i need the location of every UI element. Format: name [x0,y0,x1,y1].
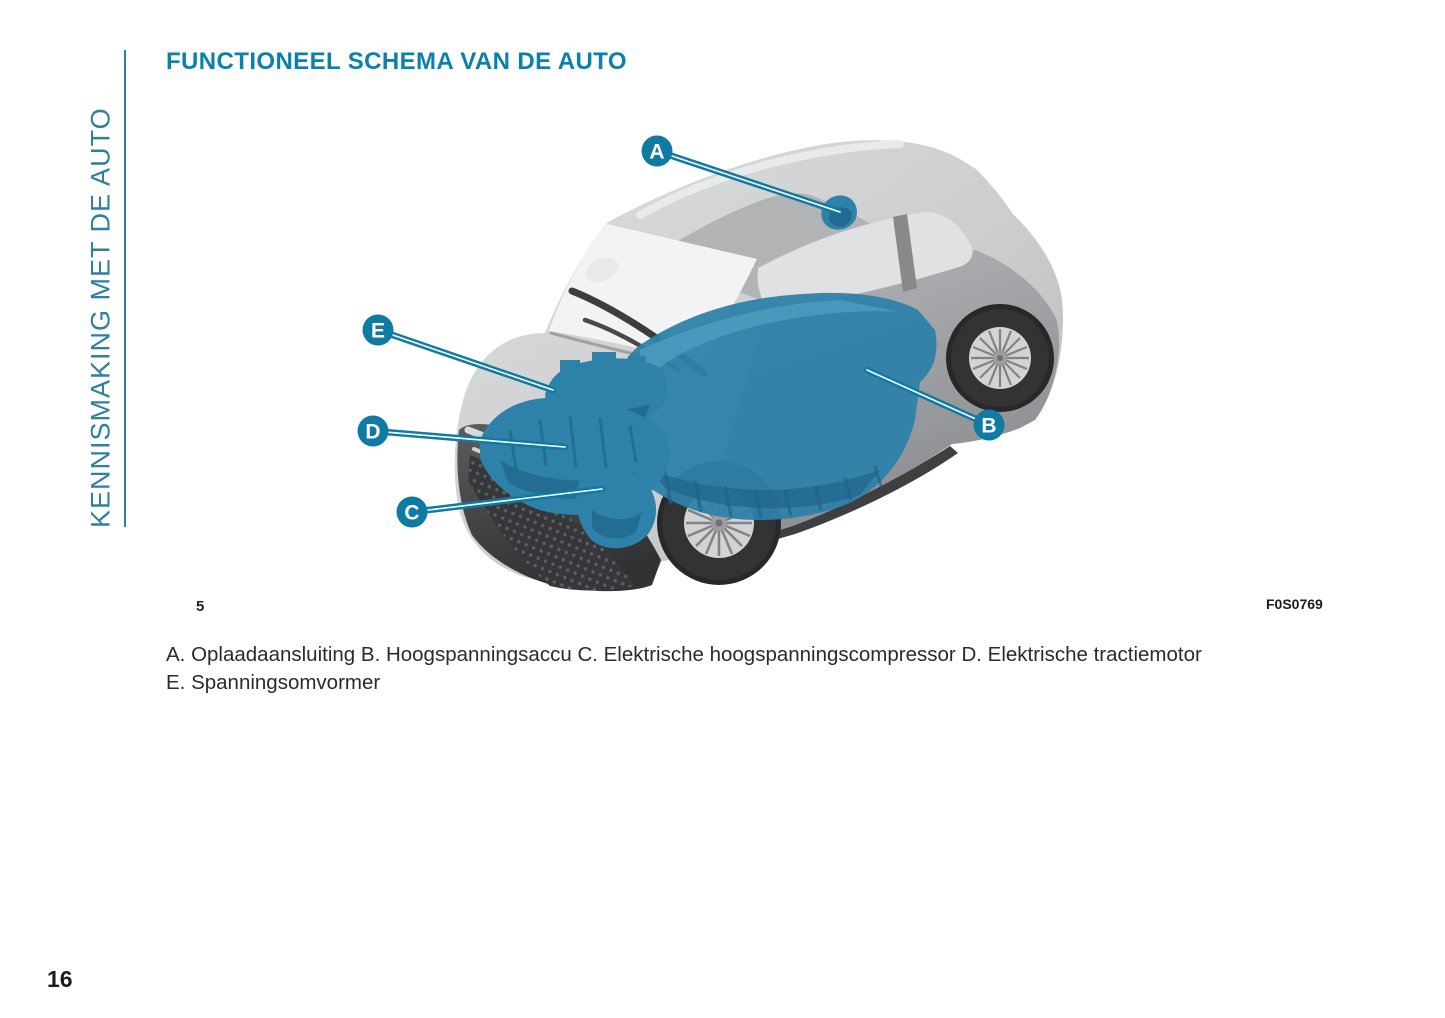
page-number: 16 [47,966,73,992]
svg-text:E: E [370,319,386,343]
legend-item-D: D. Elektrische tractiemotor [961,643,1202,666]
legend-text [166,641,1261,697]
page-title: FUNCTIONEEL SCHEMA VAN DE AUTO [166,48,627,75]
figure-code: F0S0769 [1266,596,1323,612]
svg-text:D: D [365,420,381,444]
svg-text:A: A [649,140,665,164]
rear-wheel [946,304,1054,412]
car-functional-diagram [340,118,1100,598]
legend-item-E: E. Spanningsomvormer [166,671,381,694]
sidebar-chapter-label: KENNISMAKING MET DE AUTO [85,107,116,528]
svg-text:C: C [404,501,420,525]
figure-number: 5 [196,598,205,615]
legend-item-C: C. Elektrische hoogspanningscompressor [577,643,956,666]
sidebar-rule [124,50,126,527]
legend-item-B: B. Hoogspanningsaccu [360,643,572,666]
svg-text:B: B [981,414,997,438]
legend-item-A: A. Oplaadaansluiting [166,643,356,666]
